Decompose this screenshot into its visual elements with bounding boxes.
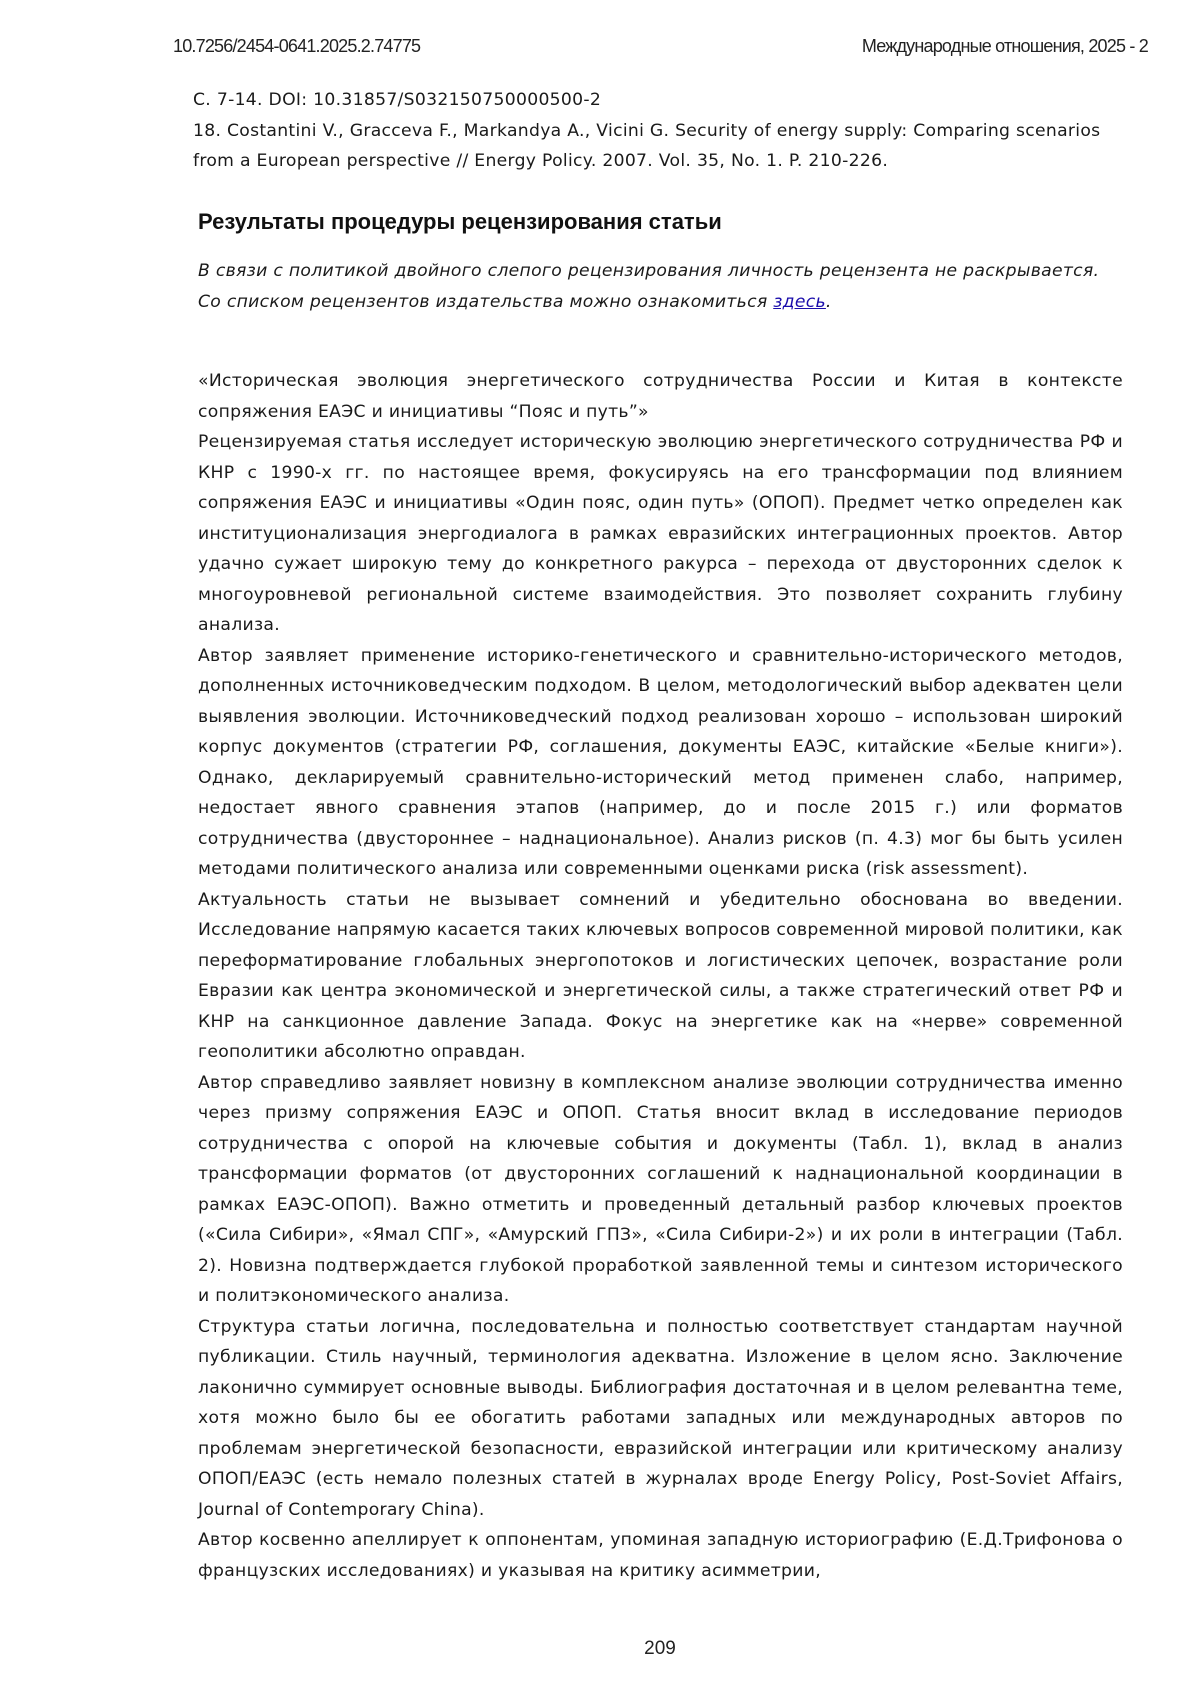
review-article-title: «Историческая эволюция энергетического сотрудничества России и Китая в контексте сопряжения ЕАЭС и инициативы “Пояс и путь”»: [198, 366, 1123, 427]
header-journal-title: Международные отношения, 2025 - 2: [862, 36, 1148, 57]
reference-list: [193, 85, 1123, 177]
review-notice: [198, 256, 1123, 317]
review-paragraph: Автор косвенно апеллирует к оппонентам, упоминая западную историографию (Е.Д.Трифонова о французских исследованиях) и указывая на критику асимметрии,: [198, 1525, 1123, 1586]
review-paragraph: Автор справедливо заявляет новизну в комплексном анализе эволюции сотрудничества именно через призму сопряжения ЕАЭС и ОПОП. Статья вносит вклад в исследование периодов сотрудничества с опорой на ключевые события и документы (Табл. 1), вклад в анализ трансформации форматов (от двусторонних соглашений к наднациональной координации в рамках ЕАЭС-ОПОП). Важно отметить и проведенный детальный разбор ключевых проектов («Сила Сибири», «Ямал СПГ», «Амурский ГПЗ», «Сила Сибири-2») и их роли в интеграции (Табл. 2). Новизна подтверждается глубокой проработкой заявленной темы и синтезом исторического и политэкономического анализа.: [198, 1068, 1123, 1312]
review-paragraph: Структура статьи логична, последовательна и полностью соответствует стандартам научной публикации. Стиль научный, терминология адекватна. Изложение в целом ясно. Заключение лаконично суммирует основные выводы. Библиография достаточная и в целом релевантна теме, хотя можно было бы ее обогатить работами западных или международных авторов по проблемам энергетической безопасности, евразийской интеграции или критическому анализу ОПОП/ЕАЭС (есть немало полезных статей в журналах вроде Energy Policy, Post-Soviet Affairs, Journal of Contemporary China).: [198, 1312, 1123, 1526]
running-header: [173, 36, 1148, 62]
reviewers-link[interactable]: здесь: [773, 292, 826, 312]
review-paragraph: Рецензируемая статья исследует историческую эволюцию энергетического сотрудничества РФ и КНР с 1990-х гг. по настоящее время, фокусируясь на его трансформации под влиянием сопряжения ЕАЭС и инициативы «Один пояс, один путь» (ОПОП). Предмет четко определен как институционализация энергодиалога в рамках евразийских интеграционных проектов. Автор удачно сужает широкую тему до конкретного ракурса – перехода от двусторонних сделок к многоуровневой региональной системе взаимодействия. Это позволяет сохранить глубину анализа.: [198, 427, 1123, 641]
reference-item: 18. Costantini V., Gracceva F., Markandya A., Vicini G. Security of energy supply: Comparing scenarios from a European perspective // Energy Policy. 2007. Vol. 35, No. 1. P. 210-226.: [193, 116, 1123, 177]
header-doi: 10.7256/2454-0641.2025.2.74775: [173, 36, 420, 57]
notice-reviewers-text: Со списком рецензентов издательства можно ознакомиться: [198, 292, 773, 312]
review-body: [198, 366, 1123, 1586]
notice-blind-review: В связи с политикой двойного слепого рецензирования личность рецензента не раскрывается.: [198, 256, 1123, 287]
page-number: 209: [0, 1638, 1200, 1660]
review-paragraph: Автор заявляет применение историко-генетического и сравнительно-исторического методов, дополненных источниковедческим подходом. В целом, методологический выбор адекватен цели выявления эволюции. Источниковедческий подход реализован хорошо – использован широкий корпус документов (стратегии РФ, соглашения, документы ЕАЭС, китайские «Белые книги»). Однако, декларируемый сравнительно-исторический метод применен слабо, например, недостает явного сравнения этапов (например, до и после 2015 г.) или форматов сотрудничества (двустороннее – наднациональное). Анализ рисков (п. 4.3) мог бы быть усилен методами политического анализа или современными оценками риска (risk assessment).: [198, 641, 1123, 885]
reference-item: С. 7-14. DOI: 10.31857/S032150750000500-2: [193, 85, 1123, 116]
review-paragraph: Актуальность статьи не вызывает сомнений и убедительно обоснована во введении. Исследование напрямую касается таких ключевых вопросов современной мировой политики, как переформатирование глобальных энергопотоков и логистических цепочек, возрастание роли Евразии как центра экономической и энергетической силы, а также стратегический ответ РФ и КНР на санкционное давление Запада. Фокус на энергетике как на «нерве» современной геополитики абсолютно оправдан.: [198, 885, 1123, 1068]
journal-page: [0, 0, 1200, 1698]
section-title: Результаты процедуры рецензирования статьи: [198, 207, 722, 237]
notice-reviewers-end: .: [826, 292, 832, 312]
notice-reviewers-list: [198, 287, 1123, 318]
